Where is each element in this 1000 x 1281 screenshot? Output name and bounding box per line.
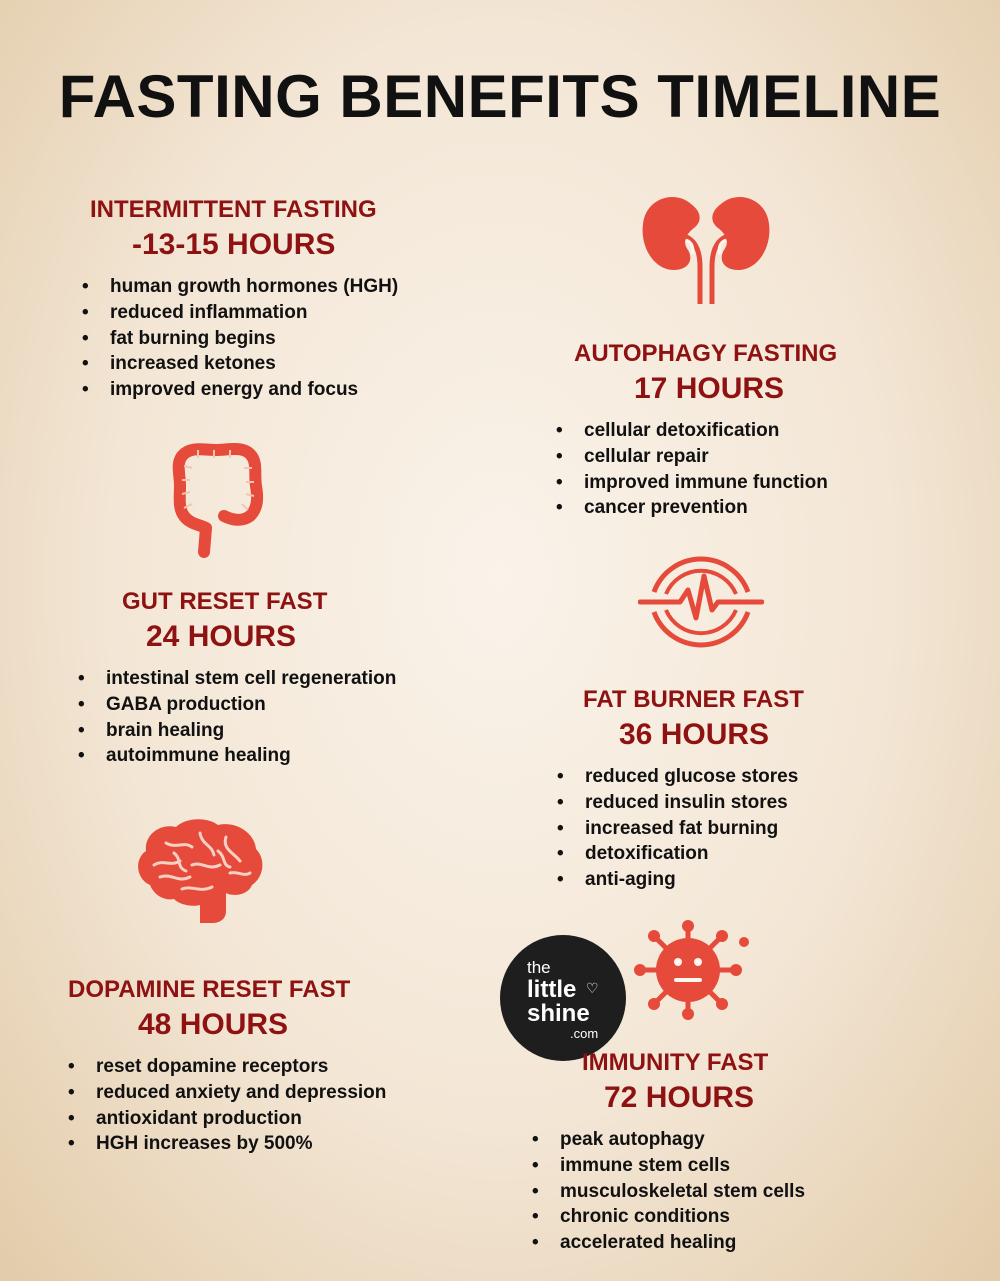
watermark-text: .com xyxy=(570,1026,599,1041)
page-title: FASTING BENEFITS TIMELINE xyxy=(58,63,942,130)
list-item: • cellular repair xyxy=(556,444,896,470)
section-title: INTERMITTENT FASTING xyxy=(90,196,377,223)
benefit-list xyxy=(82,274,442,403)
list-item: • improved energy and focus xyxy=(82,377,442,403)
section-hours: -13-15 HOURS xyxy=(132,228,336,261)
watermark-text: shine xyxy=(527,1000,590,1027)
section-title: IMMUNITY FAST xyxy=(582,1049,769,1076)
list-item: • autoimmune healing xyxy=(78,743,458,769)
list-item: • reduced glucose stores xyxy=(557,764,887,790)
list-item: • cellular detoxification xyxy=(556,418,896,444)
watermark-logo xyxy=(500,935,626,1061)
list-item: • GABA production xyxy=(78,692,458,718)
list-item: • peak autophagy xyxy=(532,1127,872,1153)
list-item: • increased fat burning xyxy=(557,816,887,842)
list-item: • accelerated healing xyxy=(532,1230,872,1256)
list-item: • human growth hormones (HGH) xyxy=(82,274,442,300)
section-title: AUTOPHAGY FASTING xyxy=(574,340,838,367)
list-item: • chronic conditions xyxy=(532,1204,872,1230)
intestine-icon xyxy=(168,440,268,558)
benefit-list xyxy=(557,764,887,893)
section-gut-reset-fast xyxy=(78,588,458,769)
section-title: DOPAMINE RESET FAST xyxy=(68,976,351,1003)
list-item: • brain healing xyxy=(78,718,458,744)
list-item: • reset dopamine receptors xyxy=(68,1054,448,1080)
watermark-text: the xyxy=(527,958,551,977)
section-title: GUT RESET FAST xyxy=(122,588,328,615)
benefit-list xyxy=(68,1054,448,1157)
brain-icon xyxy=(130,815,270,927)
section-title: FAT BURNER FAST xyxy=(583,686,804,713)
list-item: • improved immune function xyxy=(556,470,896,496)
section-hours: 72 HOURS xyxy=(604,1081,755,1114)
list-item: • reduced inflammation xyxy=(82,300,442,326)
benefit-list xyxy=(78,666,458,769)
heart-icon: ♡ xyxy=(586,980,599,996)
list-item: • antioxidant production xyxy=(68,1106,448,1132)
benefit-list xyxy=(532,1127,872,1256)
list-item: • anti-aging xyxy=(557,867,887,893)
watermark-text: little xyxy=(527,976,577,1003)
list-item: • reduced insulin stores xyxy=(557,790,887,816)
list-item: • fat burning begins xyxy=(82,326,442,352)
section-hours: 36 HOURS xyxy=(619,718,770,751)
heartbeat-icon xyxy=(638,548,764,658)
section-autophagy-fasting xyxy=(556,340,896,521)
list-item: • immune stem cells xyxy=(532,1153,872,1179)
section-fat-burner-fast xyxy=(557,686,887,893)
list-item: • reduced anxiety and depression xyxy=(68,1080,448,1106)
section-hours: 24 HOURS xyxy=(146,620,297,653)
section-dopamine-reset-fast xyxy=(68,976,448,1157)
section-immunity-fast xyxy=(532,1049,872,1256)
list-item: • HGH increases by 500% xyxy=(68,1131,448,1157)
virus-icon xyxy=(626,920,750,1020)
list-item: • cancer prevention xyxy=(556,495,896,521)
list-item: • increased ketones xyxy=(82,351,442,377)
section-hours: 17 HOURS xyxy=(634,372,785,405)
list-item: • musculoskeletal stem cells xyxy=(532,1179,872,1205)
list-item: • intestinal stem cell regeneration xyxy=(78,666,458,692)
kidneys-icon xyxy=(636,192,776,307)
section-intermittent-fasting xyxy=(82,196,442,403)
section-hours: 48 HOURS xyxy=(138,1008,289,1041)
list-item: • detoxification xyxy=(557,841,887,867)
benefit-list xyxy=(556,418,896,521)
